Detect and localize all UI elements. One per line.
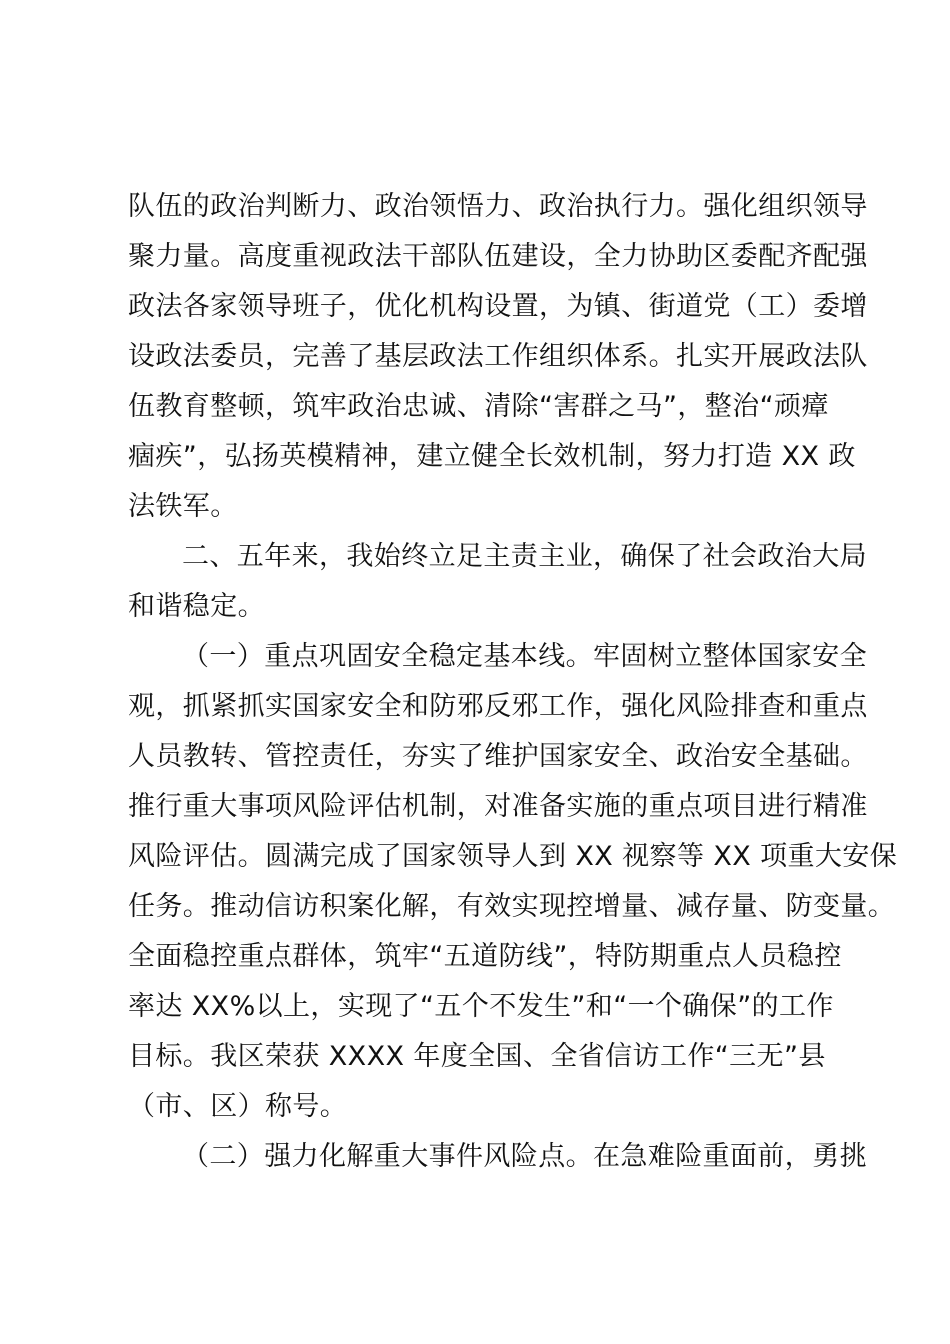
subsection-heading: （二）强力化解重大事件风险点。在急难险重面前，勇挑 [182, 1141, 867, 1172]
text-line: 法铁军。 [128, 491, 238, 522]
text-line: 目标。我区荣获 XXXX 年度全国、全省信访工作“三无”县 [128, 1041, 826, 1072]
text-line: 痼疾”，弘扬英模精神，建立健全长效机制，努力打造 XX 政 [128, 441, 856, 472]
text-line: （市、区）称号。 [128, 1091, 348, 1122]
subsection-heading: （一）重点巩固安全稳定基本线。牢固树立整体国家安全 [182, 641, 867, 672]
text-line: 队伍的政治判断力、政治领悟力、政治执行力。强化组织领导 [128, 191, 868, 222]
text-line: 伍教育整顿，筑牢政治忠诚、清除“害群之马”，整治“顽瘴 [128, 391, 829, 422]
text-line: 人员教转、管控责任，夯实了维护国家安全、政治安全基础。 [128, 741, 868, 772]
text-line: 和谐稳定。 [128, 591, 265, 622]
text-line: 任务。推动信访积案化解，有效实现控增量、减存量、防变量。 [128, 891, 896, 922]
text-line: 风险评估。圆满完成了国家领导人到 XX 视察等 XX 项重大安保 [128, 841, 898, 872]
text-line: 设政法委员，完善了基层政法工作组织体系。扎实开展政法队 [128, 341, 868, 372]
text-line: 政法各家领导班子，优化机构设置，为镇、街道党（工）委增 [128, 291, 868, 322]
text-line: 率达 XX%以上，实现了“五个不发生”和“一个确保”的工作 [128, 991, 834, 1022]
text-line: 聚力量。高度重视政法干部队伍建设，全力协助区委配齐配强 [128, 241, 868, 272]
text-line: 推行重大事项风险评估机制，对准备实施的重点项目进行精准 [128, 791, 868, 822]
text-line: 观，抓紧抓实国家安全和防邪反邪工作，强化风险排查和重点 [128, 691, 868, 722]
section-heading: 二、五年来，我始终立足主责主业，确保了社会政治大局 [182, 541, 867, 572]
text-line: 全面稳控重点群体，筑牢“五道防线”，特防期重点人员稳控 [128, 941, 842, 972]
